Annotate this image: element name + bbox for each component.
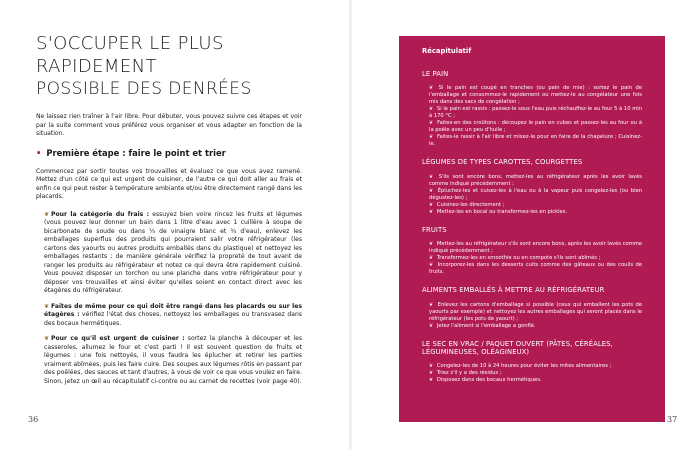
step-heading	[36, 148, 302, 158]
leaf-icon: ❦	[429, 85, 434, 92]
bullet-text: Cuisinez-les directement ;	[436, 201, 505, 208]
bullet-item	[429, 85, 642, 106]
recap-section-dry-goods	[422, 340, 642, 385]
bullet-list	[429, 174, 642, 216]
leaf-icon: ❦	[429, 208, 434, 215]
item-shelves-text: vérifiez l'état des choses, nettoyez les emballages ou transvasez dans des bocaux hermétiques.	[44, 311, 302, 327]
leaf-icon: ❦	[429, 363, 434, 370]
item-urgent-text: sortez la planche à découper et les casseroles, allumez le four et c'est parti ! Il est souvent question de fruits et légumes : une fois nettoyés, il vous faudra les éplucher et retirer les parties vraiment abîmées, puis les faire cuire. Des soupes aux légumes rôtis en passant par des poêlées, des sauces et tant d'autres, à vous de voir ce que vous voulez en faire. Sinon, jetez un œil au récapitulatif ci-contre ou au carnet de recettes (voir page 40).	[44, 335, 302, 385]
bullet-text: Jetez l'aliment si l'emballage a gonflé.	[436, 322, 536, 329]
leaf-icon: ❦	[429, 134, 434, 141]
recap-title: Récapitulatif	[422, 47, 472, 55]
left-page	[36, 32, 302, 393]
leaf-icon: ❦	[429, 173, 434, 180]
bullet-text: Faites-en des croûtons : découpez le pain en cubes et passez-les au four ou à la poêle avec un peu d'huile ;	[429, 120, 642, 134]
bullet-item	[429, 241, 642, 255]
left-page-number: 36	[28, 415, 39, 424]
bullet-text: Mettez-les au réfrigérateur s'ils sont encore bons, après les avoir lavés comme indiqué précédemment ;	[429, 241, 642, 255]
leaf-icon: ❦	[429, 120, 434, 127]
bullet-text: Faites-le rassir à l'air libre et mixez-le pour en faire de la chapelure ; Cuisinez-le.	[429, 134, 642, 148]
recap-section-packaged	[422, 286, 642, 329]
leaf-icon: ❦	[429, 255, 434, 262]
bullet-item	[429, 120, 642, 134]
leaf-icon: ❦	[429, 187, 434, 194]
intro-paragraph: Ne laissez rien traîner à l'air libre. Pour débuter, vous pouvez suivre ces étapes et voir par la suite comment vous préférez vous organiser et vous adapter en fonction de la situation.	[36, 113, 302, 137]
book-gutter	[349, 0, 352, 450]
leaf-icon: ❦	[429, 377, 434, 384]
bullet-text: Transformez-les en smoothie ou en compote s'ils sont abîmés ;	[436, 255, 601, 262]
bullet-text: Si le pain est coupé en tranches (ou pain de mie) : sortez le pain de l'emballage et consommez-le rapidement ou mettez-le au congélateur une fois mis dans des sacs de congélation ;	[429, 85, 642, 106]
item-shelves-bold: Faites de même pour ce qui doit être rangé dans les placards ou sur les étagères :	[44, 302, 302, 318]
leaf-icon: ❦	[429, 106, 434, 113]
section-heading: ALIMENTS EMBALLÉS À METTRE AU RÉFRIGÉRATEUR	[422, 286, 605, 295]
leaf-icon: ❦	[44, 335, 50, 342]
title-line-2: POSSIBLE DES DENRÉES	[36, 79, 252, 99]
item-urgent	[44, 335, 302, 386]
bullet-item	[429, 302, 642, 323]
bullet-item	[429, 323, 642, 330]
bullet-item	[429, 188, 642, 202]
bullet-text: Mettez-les en bocal ou transformez-les en pickles.	[436, 208, 568, 215]
leaf-icon: ❦	[429, 370, 434, 377]
section-heading: LE SEC EN VRAC / PAQUET OUVERT (PÂTES, CÉRÉALES, LÉGUMINEUSES, OLÉAGINEUX)	[422, 339, 613, 357]
bullet-text: Disposez dans des bocaux hermétiques.	[436, 377, 542, 384]
leaf-icon: ❦	[44, 302, 50, 310]
bullet-text: S'ils sont encore bons, mettez-les au réfrigérateur après les avoir lavés comme indiqué précédemment ;	[429, 173, 642, 187]
section-heading: LE PAIN	[422, 70, 449, 78]
bullet-text: Congelez-les de 10 à 24 heures pour éviter les mites alimentaires ;	[436, 363, 612, 370]
item-fresh-bold: Pour la catégorie du frais :	[51, 210, 150, 218]
right-page-number: 37	[667, 415, 678, 424]
recap-section-vegetables	[422, 158, 642, 215]
bullet-list	[429, 85, 642, 148]
bullet-list	[429, 241, 642, 276]
bullet-item	[429, 262, 642, 276]
bullet-list	[429, 302, 642, 330]
bullet-text: Enlevez les cartons d'emballage si possible (ceux qui emballent les pots de yaourts par exemple) et nettoyez les autres emballages qui seront placés dans le réfrigérateur (les pots de yaourt) ;	[429, 301, 642, 322]
bullet-list	[429, 363, 642, 384]
recap-box	[399, 36, 665, 422]
step-paragraph: Commencez par sortir toutes vos trouvailles et évaluez ce que vous avez ramené. Mettez d'un côté ce qui est urgent de cuisiner, de l'autre ce qui doit aller au frais et enfin ce qui peut rester à température ambiante et/ou être directement rangé dans les placards.	[36, 167, 302, 200]
bullet-item	[429, 106, 642, 120]
bullet-text: Triez s'il y a des résidus ;	[436, 370, 502, 377]
leaf-icon: ❦	[429, 241, 434, 248]
page-title	[36, 32, 302, 101]
step-heading-label: Première étape : faire le point et trier	[46, 147, 226, 158]
recap-section-bread	[422, 70, 642, 148]
section-heading: FRUITS	[422, 225, 447, 234]
bullet-item	[429, 134, 642, 148]
bullet-item	[429, 209, 642, 216]
bullet-text: Incorporez-les dans les desserts cuits comme des gâteaux ou des coulis de fruits.	[429, 262, 642, 276]
bullet-item	[429, 377, 642, 384]
leaf-icon: ❦	[429, 301, 434, 308]
item-fresh	[44, 211, 302, 296]
item-fresh-text: essuyez bien voire rincez les fruits et légumes (vous pouvez leur donner un bain dans 1 litre d'eau avec 1 cuillère à soupe de bicarbonate de soude ou dans ¼ de vinaigre blanc et ¾ d'eau), enlevez les emballages superflus des produits qui pourraient salir votre réfrigérateur (les cartons des yaourts ou autres produits emballés dans du plastique) et nettoyez les emballages restants ; de manière générale vérifiez la propreté de tout avant de ranger les produits au réfrigérateur et notez ce qui devra être rapidement cuisiné. Vous pouvez disposer un torchon ou une planche dans votre réfrigérateur pour y déposer vos trouvailles et ainsi éviter qu'elles soient en contact direct avec les étagères du réfrigérateur.	[44, 210, 302, 294]
dot-icon: •	[36, 147, 42, 158]
bullet-item	[429, 202, 642, 209]
item-shelves	[44, 303, 302, 329]
leaf-icon: ❦	[429, 201, 434, 208]
item-urgent-bold: Pour ce qu'il est urgent de cuisiner :	[51, 335, 185, 342]
leaf-icon: ❦	[429, 262, 434, 269]
section-heading: LÉGUMES DE TYPES CAROTTES, COURGETTES	[422, 158, 583, 167]
bullet-item	[429, 174, 642, 188]
leaf-icon: ❦	[44, 210, 50, 218]
bullet-text: Épluchez-les et cuisez-les à l'eau ou à la vapeur puis congelez-les (ou bien dégustez-les) ;	[429, 187, 642, 201]
recap-section-fruits	[422, 226, 642, 276]
title-line-1: S'OCCUPER LE PLUS RAPIDEMENT	[36, 33, 224, 77]
bullet-text: Si le pain est rassis : passez-le sous l'eau puis réchauffez-le au four 5 à 10 min à 170 °C ;	[429, 106, 642, 120]
leaf-icon: ❦	[429, 322, 434, 329]
